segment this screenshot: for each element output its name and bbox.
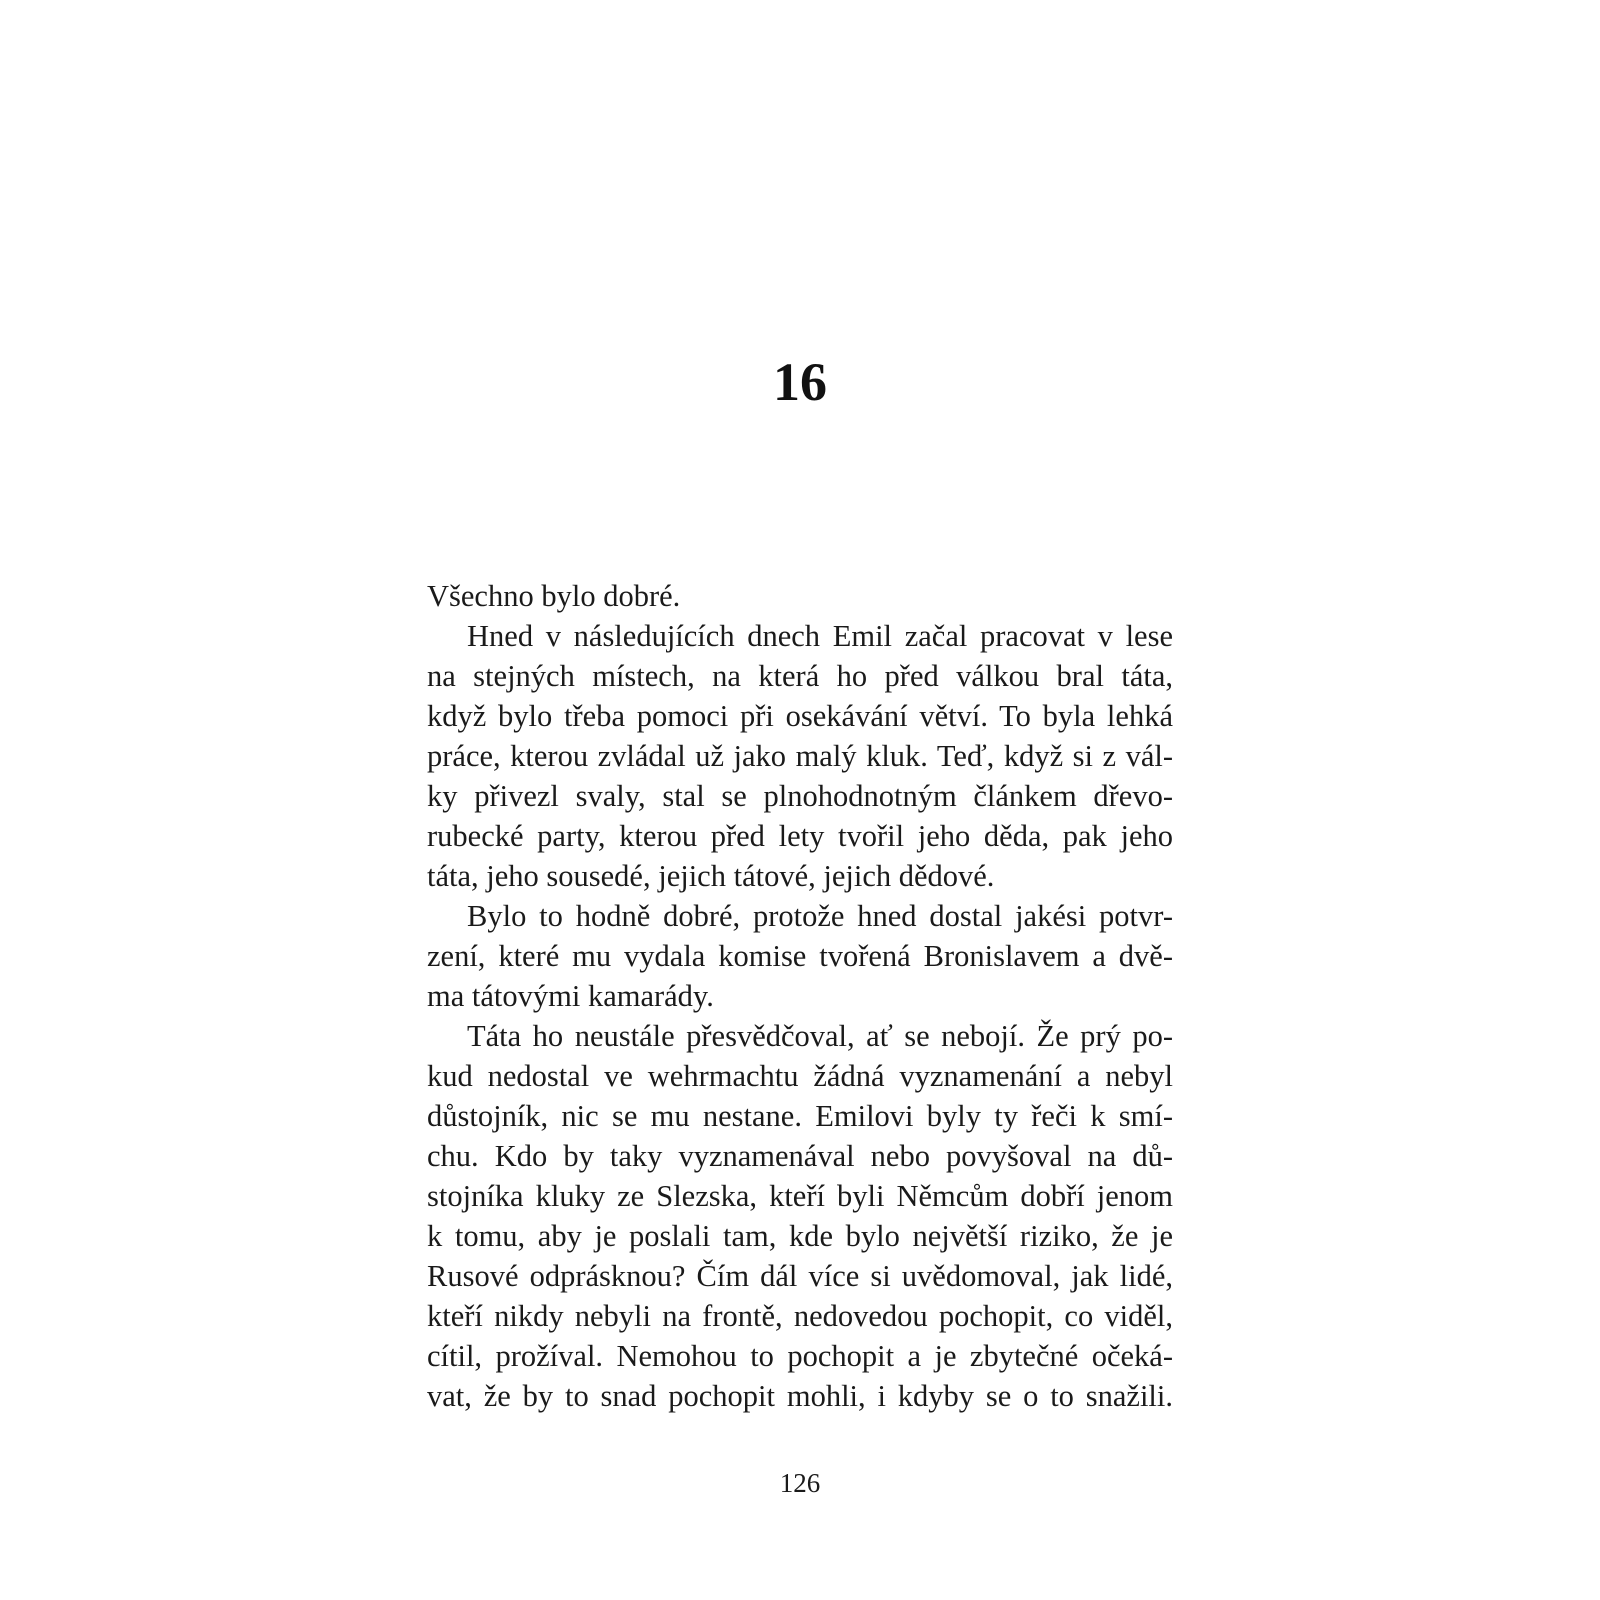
text-line: Hned v následujících dnech Emil začal pracovat v lese (467, 619, 1173, 653)
text-line: chu. Kdo by taky vyznamenával nebo povyšoval na dů- (427, 1139, 1173, 1173)
text-line: cítil, prožíval. Nemohou to pochopit a je zbytečné očeká- (427, 1339, 1173, 1373)
page-number: 126 (779, 1468, 821, 1498)
text-line: Všechno bylo dobré. (427, 579, 681, 613)
text-line: stojníka kluky ze Slezska, kteří byli Němcům dobří jenom (427, 1179, 1173, 1213)
text-line: Táta ho neustále přesvědčoval, ať se nebojí. Že prý po- (467, 1019, 1173, 1053)
text-line: na stejných místech, na která ho před válkou bral táta, (427, 659, 1173, 693)
text-line: když bylo třeba pomoci při osekávání větví. To byla lehká (427, 699, 1173, 733)
text-line: zení, které mu vydala komise tvořená Bronislavem a dvě- (427, 939, 1173, 973)
text-line: kteří nikdy nebyli na frontě, nedovedou pochopit, co viděl, (427, 1299, 1173, 1333)
text-line: rubecké party, kterou před lety tvořil jeho děda, pak jeho (427, 819, 1173, 853)
text-line: důstojník, nic se mu nestane. Emilovi byly ty řeči k smí- (427, 1099, 1173, 1133)
text-line: Rusové odprásknou? Čím dál více si uvědomoval, jak lidé, (427, 1259, 1173, 1293)
body-text (427, 576, 1173, 1416)
text-line: ma tátovými kamarády. (427, 979, 714, 1013)
text-line: táta, jeho sousedé, jejich tátové, jejich dědové. (427, 859, 995, 893)
text-line: k tomu, aby je poslali tam, kde bylo největší riziko, že je (427, 1219, 1173, 1253)
text-line: práce, kterou zvládal už jako malý kluk. Teď, když si z vál- (427, 739, 1173, 773)
text-line: kud nedostal ve wehrmachtu žádná vyznamenání a nebyl (427, 1059, 1173, 1093)
text-line: Bylo to hodně dobré, protože hned dostal jakési potvr- (467, 899, 1173, 933)
text-line: ky přivezl svaly, stal se plnohodnotným článkem dřevo- (427, 779, 1173, 813)
text-line: vat, že by to snad pochopit mohli, i kdyby se o to snažili. (427, 1379, 1173, 1413)
chapter-number: 16 (773, 352, 827, 412)
